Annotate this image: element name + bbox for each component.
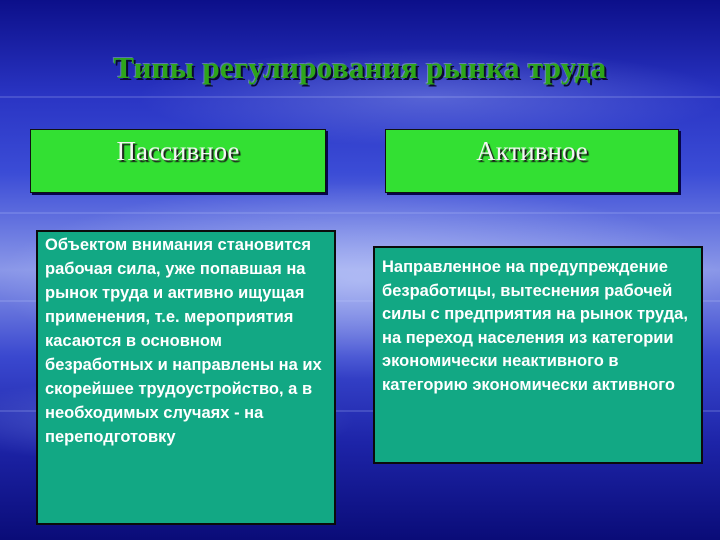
passive-description: Объектом внимания становится рабочая сила, уже попавшая на рынок труда и активно ищущая применения, т.е. мероприятия касаются в основном безработных и направлены на их скорейшее трудоустройство, а в необходимых случаях - на переподготовку: [36, 230, 336, 525]
background-streak: [0, 96, 720, 98]
active-header-label: Активное: [476, 136, 588, 166]
passive-header-label: Пассивное: [116, 136, 240, 166]
active-header-box: [385, 129, 679, 193]
passive-header-box: [30, 129, 326, 193]
background-streak: [0, 212, 720, 214]
active-description: Направленное на предупреждение безработицы, вытеснения рабочей силы с предприятия на рынок труда, на переход населения из категории экономически неактивного в категорию экономически активного: [373, 246, 703, 464]
slide-title: Типы регулирования рынка труда: [113, 50, 607, 85]
